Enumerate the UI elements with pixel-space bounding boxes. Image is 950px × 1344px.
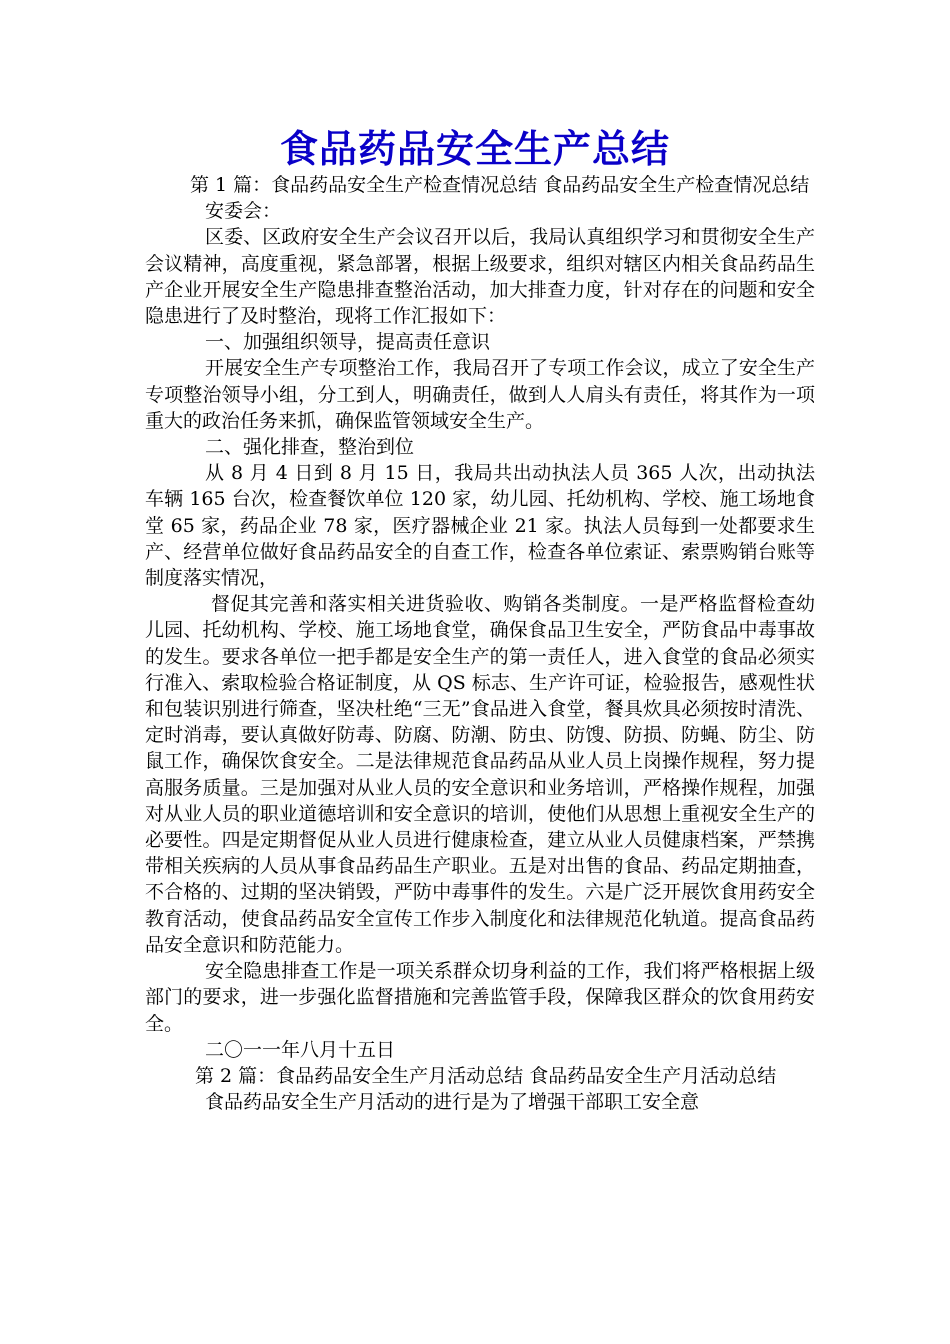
chapter-2-heading: 第 2 篇：食品药品安全生产月活动总结 食品药品安全生产月活动总结 (195, 1064, 777, 1087)
supervision-paragraph: 督促其完善和落实相关进货验收、购销各类制度。一是严格监督检查幼儿园、托幼机构、学校、施工场地食堂，确保食品卫生安全，严防食品中毒事故的发生。要求各单位一把手都是安全生产的第一责任人，进入食堂的食品必须实行准入、索取检验合格证制度，从 QS 标志、生产许可证，检验报告，感观性状和包装识别进行筛查，坚决杜绝“三无”食品进入食堂，餐具炊具必须按时清洗、定时消毒，要认真做好防毒、防腐、防潮、防虫、防馊、防损、防蝇、防尘、防鼠工作，确保饮食安全。二是法律规范食品药品从业人员上岗操作规程，努力提高服务质量。三是加强对从业人员的安全意识和业务培训，严格操作规程，加强对从业人员的职业道德培训和安全意识的培训，使他们从思想上重视安全生产的必要性。四是定期督促从业人员进行健康检查，建立从业人员健康档案，严禁携带相关疾病的人员从事食品药品生产职业。五是对出售的食品、药品定期抽查，不合格的、过期的坚决销毁，严防中毒事件的发生。六是广泛开展饮食用药安全教育活动，使食品药品安全宣传工作步入制度化和法律规范化轨道。提高食品药品安全意识和防范能力。 (145, 593, 815, 956)
salutation: 安委会： (205, 200, 282, 223)
section-heading-1: 一、加强组织领导，提高责任意识 (205, 331, 491, 354)
document-body (145, 172, 815, 1115)
intro-paragraph: 区委、区政府安全生产会议召开以后，我局认真组织学习和贯彻安全生产会议精神，高度重视，紧急部署，根据上级要求，组织对辖区内相关食品药品生产企业开展安全生产隐患排查整治活动，加大排查力度，针对存在的问题和安全隐患进行了及时整治，现将工作汇报如下： (145, 226, 815, 328)
section-2-paragraph: 从 8 月 4 日到 8 月 15 日，我局共出动执法人员 365 人次，出动执法车辆 165 台次，检查餐饮单位 120 家，幼儿园、托幼机构、学校、施工场地食堂 65 家，药品企业 78 家，医疗器械企业 21 家。执法人员每到一处都要求生产、经营单位做好食品药品安全的自查工作，检查各单位索证、索票购销台账等制度落实情况， (145, 462, 815, 590)
section-heading-2: 二、强化排查，整治到位 (205, 436, 415, 459)
section-1-paragraph: 开展安全生产专项整治工作，我局召开了专项工作会议，成立了安全生产专项整治领导小组，分工到人，明确责任，做到人人肩头有责任，将其作为一项重大的政治任务来抓，确保监管领域安全生产。 (145, 357, 815, 432)
document-date: 二〇一一年八月十五日 (205, 1038, 396, 1061)
chapter-2-first-paragraph: 食品药品安全生产月活动的进行是为了增强干部职工安全意 (205, 1091, 700, 1114)
chapter-1-heading: 第 1 篇：食品药品安全生产检查情况总结 食品药品安全生产检查情况总结 (190, 174, 810, 196)
document-title: 食品药品安全生产总结 (279, 127, 670, 171)
closing-paragraph: 安全隐患排查工作是一项关系群众切身利益的工作，我们将严格根据上级部门的要求，进一步强化监督措施和完善监管手段，保障我区群众的饮食用药安全。 (145, 960, 815, 1035)
